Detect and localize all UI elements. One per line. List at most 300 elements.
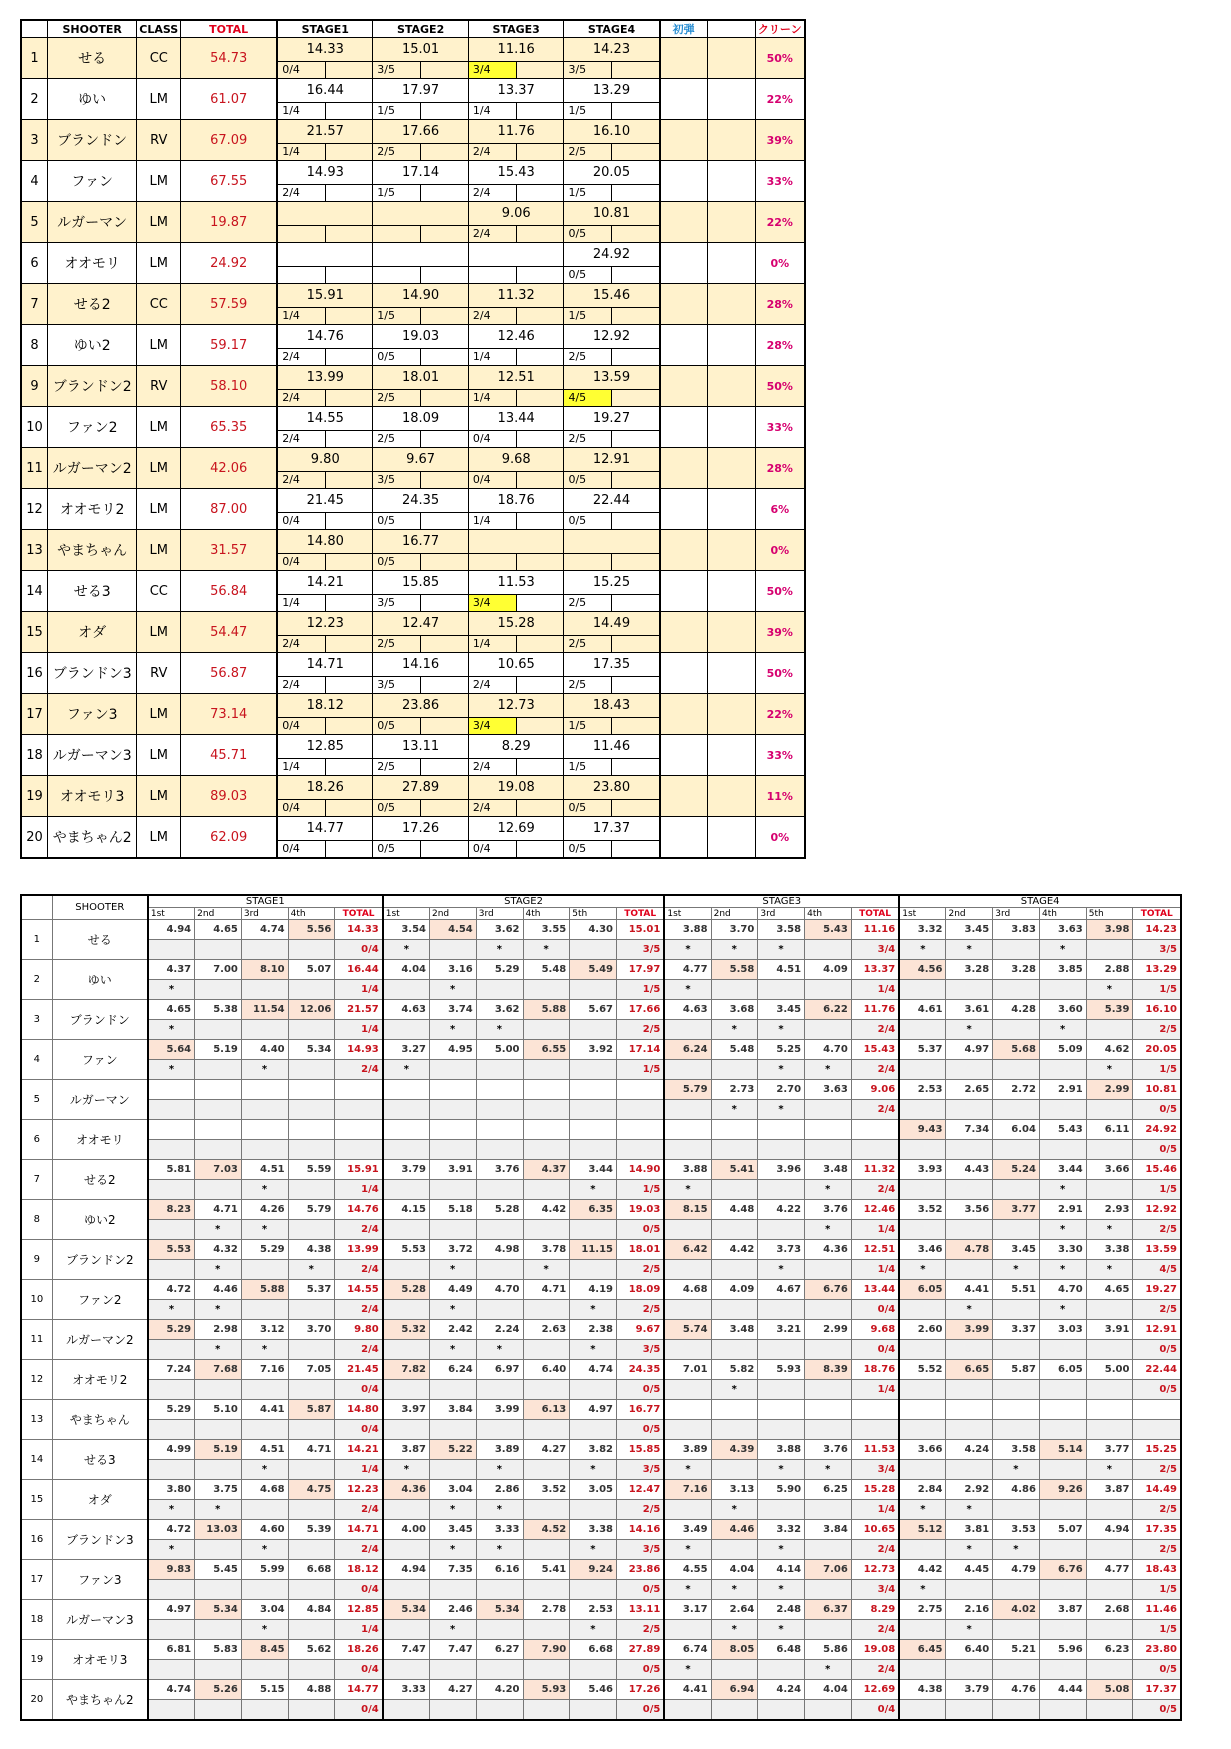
hit-mark [523,1700,570,1720]
detail-row-marks [21,1620,1181,1640]
detail-subheader-row [21,908,1181,920]
hit-blank [420,595,468,611]
hit-mark [430,1460,477,1480]
hit-mark [993,1500,1040,1520]
hit-mark [383,1020,430,1040]
total-cell: 54.73 [181,38,278,79]
stage-hit-ratio: 0/5 [617,1580,665,1600]
subheader-shot: 4th [1039,908,1086,920]
stage-hits [564,226,658,242]
stage-hit-ratio: 3/5 [1133,940,1181,960]
shot-time: 6.24 [430,1360,477,1380]
stage4-cell [564,489,660,530]
hit-mark: * [430,1300,477,1320]
hit-blank [420,472,468,488]
shot-time: 4.97 [946,1040,993,1060]
shot-time: 6.55 [523,1040,570,1060]
hit-mark [711,1540,758,1560]
stage-total-time: 14.55 [335,1280,383,1300]
shot-time: 11.15 [570,1240,617,1260]
stage-hits [373,513,468,529]
ranking-row [21,202,805,243]
hit-mark [805,980,852,1000]
shot-time: 4.04 [383,960,430,980]
hit-blank [420,431,468,447]
hit-mark [288,1300,335,1320]
stage1-cell [277,407,373,448]
shot-time: 4.27 [430,1680,477,1700]
hit-count: 0/5 [377,350,395,363]
stage-time: 13.11 [373,735,468,759]
detail-row-marks [21,1180,1181,1200]
shot-time: 4.71 [288,1440,335,1460]
hit-blank [325,308,373,324]
shot-time [758,1400,805,1420]
shot-time: 3.55 [523,920,570,940]
stage-hit-ratio: 2/5 [617,1260,665,1280]
rank-cell: 13 [21,530,47,571]
hit-mark: * [711,1500,758,1520]
hit-blank [611,718,659,734]
shot-time: 4.62 [1086,1040,1133,1060]
stage-total-time: 17.37 [1133,1680,1181,1700]
ranking-row [21,571,805,612]
detail-row-marks [21,1540,1181,1560]
hit-mark [476,1620,523,1640]
stage-hit-ratio: 0/4 [335,1700,383,1720]
hit-mark [288,1180,335,1200]
hit-mark [195,980,242,1000]
hit-mark: * [805,1180,852,1200]
stage-hits [564,267,658,283]
rank-cell: 16 [21,653,47,694]
subheader-total: TOTAL [617,908,665,920]
shot-time: 4.09 [711,1280,758,1300]
detail-row-times [21,1480,1181,1500]
blank-cell [707,243,755,284]
stage-hit-ratio [617,1100,665,1120]
class-cell: CC [137,571,181,612]
hit-blank [325,226,373,242]
stage-hits [373,349,468,365]
hit-mark [383,1500,430,1520]
hit-mark [241,1100,288,1120]
shot-time [664,1400,711,1420]
detail-row-marks [21,940,1181,960]
detail-rank: 8 [21,1200,52,1240]
stage-time: 14.23 [564,38,658,62]
stage-hits [469,390,564,406]
shot-time: 5.87 [993,1360,1040,1380]
shot-time: 2.70 [758,1080,805,1100]
stage-hit-ratio: 2/4 [335,1260,383,1280]
class-cell: LM [137,202,181,243]
hit-mark: * [570,1180,617,1200]
detail-row-times [21,1320,1181,1340]
stage2-cell [373,202,469,243]
shot-time: 4.68 [241,1480,288,1500]
hit-mark [476,1140,523,1160]
shot-time: 7.16 [664,1480,711,1500]
detail-rank: 3 [21,1000,52,1040]
shot-time [288,1080,335,1100]
stage-hit-ratio: 1/5 [1133,1180,1181,1200]
stage-total-time: 24.35 [617,1360,665,1380]
clean-pct: 39% [755,120,805,161]
hit-blank [516,841,564,857]
shot-time: 3.66 [1086,1160,1133,1180]
hit-blank [611,144,659,160]
hit-count: 3/4 [469,62,516,78]
stage-hits [469,636,564,652]
hit-mark: * [570,1540,617,1560]
shot-time: 3.62 [476,1000,523,1020]
shot-time: 5.15 [241,1680,288,1700]
stage2-cell [373,161,469,202]
shot-time [383,1080,430,1100]
shot-time: 3.72 [430,1240,477,1260]
shot-time: 4.38 [899,1680,946,1700]
stage-hit-ratio: 0/5 [617,1660,665,1680]
shot-time: 4.26 [241,1200,288,1220]
stage4-cell [564,284,660,325]
shot-time: 3.74 [430,1000,477,1020]
detail-shooter-name: ブランドン2 [52,1240,148,1280]
detail-row-marks [21,1500,1181,1520]
first-shot-cell [660,202,708,243]
hit-mark [711,1460,758,1480]
shooter-name: やまちゃん2 [47,817,136,859]
total-cell: 87.00 [181,489,278,530]
detail-header-rank [21,895,52,920]
shot-time: 13.03 [195,1520,242,1540]
stage-time: 16.44 [278,79,372,103]
detail-shooter-name: ファン [52,1040,148,1080]
shooter-name: ファン [47,161,136,202]
shot-time: 4.52 [523,1520,570,1540]
hit-mark [899,1340,946,1360]
hit-mark [1086,1380,1133,1400]
stage-time: 17.66 [373,120,468,144]
hit-mark [1039,1500,1086,1520]
hit-count [373,267,420,283]
hit-count: 2/4 [472,145,491,158]
shot-time: 3.85 [1039,960,1086,980]
stage1-cell [277,694,373,735]
stage-hit-ratio: 0/4 [335,1580,383,1600]
hit-mark [523,1660,570,1680]
shot-time: 3.33 [383,1680,430,1700]
detail-header-stage2: STAGE2 [383,895,665,908]
stage4-cell [564,571,660,612]
shooter-name: ブランドン [47,120,136,161]
shot-time: 4.24 [758,1680,805,1700]
stage-time: 19.27 [564,407,658,431]
stage-total-time: 19.03 [617,1200,665,1220]
hit-count [278,267,325,283]
shot-time: 3.87 [1086,1480,1133,1500]
stage-hits [278,513,372,529]
hit-mark [758,1140,805,1160]
stage-total-time: 15.01 [617,920,665,940]
hit-mark [148,1700,195,1720]
shot-time: 3.99 [946,1320,993,1340]
hit-mark [1039,1060,1086,1080]
shot-time: 4.70 [1039,1280,1086,1300]
hit-blank [325,718,373,734]
clean-pct: 28% [755,284,805,325]
stage-hits [278,144,372,160]
class-cell: LM [137,407,181,448]
shot-time: 4.94 [383,1560,430,1580]
hit-count: 2/5 [377,432,395,445]
stage-total-time: 23.86 [617,1560,665,1580]
stage-time: 14.80 [278,530,372,554]
hit-mark [805,1580,852,1600]
hit-mark [1039,1380,1086,1400]
stage-time: 17.97 [373,79,468,103]
ranking-row [21,694,805,735]
stage-hits [469,226,564,242]
hit-blank [420,144,468,160]
stage4-cell [564,694,660,735]
stage1-cell [277,612,373,653]
stage4-cell [564,120,660,161]
shot-time: 4.40 [241,1040,288,1060]
hit-mark [288,1220,335,1240]
detail-header-stage3: STAGE3 [664,895,899,908]
total-cell: 19.87 [181,202,278,243]
shot-time: 3.44 [570,1160,617,1180]
stage2-cell [373,407,469,448]
hit-mark: * [1039,1260,1086,1280]
shot-time: 4.36 [383,1480,430,1500]
hit-mark [899,980,946,1000]
hit-mark [570,1220,617,1240]
hit-blank [516,62,564,78]
hit-count: 0/4 [282,801,300,814]
stage-hit-ratio: 1/4 [851,1380,899,1400]
shot-time: 4.41 [241,1400,288,1420]
stage-hit-ratio: 0/4 [851,1340,899,1360]
stage-hits [278,841,372,857]
shot-time: 7.90 [523,1640,570,1660]
shot-time: 3.91 [1086,1320,1133,1340]
stage2-cell [373,120,469,161]
shot-time: 6.42 [664,1240,711,1260]
shot-time: 8.10 [241,960,288,980]
hit-mark [1039,1540,1086,1560]
stage4-cell [564,735,660,776]
hit-mark [899,1700,946,1720]
detail-row-marks [21,1060,1181,1080]
hit-count: 1/4 [472,350,491,363]
shot-time: 4.88 [288,1680,335,1700]
stage-time: 21.57 [278,120,372,144]
stage-hit-ratio: 3/5 [617,940,665,960]
hit-mark [570,1140,617,1160]
stage-hits [278,267,372,283]
stage-hits [469,513,564,529]
stage-hits [564,759,658,775]
shot-time: 4.02 [993,1600,1040,1620]
blank-cell [707,489,755,530]
stage-hits [469,800,564,816]
hit-count: 2/4 [282,678,300,691]
hit-mark [383,1300,430,1320]
shot-time: 2.63 [523,1320,570,1340]
hit-count [373,226,420,242]
hit-count: 2/5 [568,637,587,650]
hit-mark [899,1020,946,1040]
class-cell: LM [137,817,181,859]
shot-time: 5.86 [805,1640,852,1660]
stage4-cell [564,448,660,489]
hit-mark [993,1420,1040,1440]
shot-time: 5.09 [1039,1040,1086,1060]
hit-blank [420,513,468,529]
shot-time: 6.94 [711,1680,758,1700]
hit-blank [420,759,468,775]
stage3-cell [468,817,564,859]
shot-time: 5.29 [148,1400,195,1420]
shot-time: 4.42 [711,1240,758,1260]
stage-total-time [617,1080,665,1100]
stage-hits [373,841,468,857]
shot-time: 4.44 [1039,1680,1086,1700]
hit-blank [420,62,468,78]
shot-time: 4.65 [1086,1280,1133,1300]
detail-row-marks [21,1020,1181,1040]
rank-cell: 15 [21,612,47,653]
shot-time: 4.65 [195,920,242,940]
stage-total-time: 19.08 [851,1640,899,1660]
shot-time: 5.48 [711,1040,758,1060]
stage-hits [564,841,658,857]
detail-row-times [21,920,1181,940]
stage-time: 11.32 [469,284,564,308]
stage-hits [564,349,658,365]
shot-time: 5.34 [288,1040,335,1060]
shot-time: 3.38 [1086,1240,1133,1260]
subheader-total: TOTAL [851,908,899,920]
shot-time: 4.37 [148,960,195,980]
detail-rank: 16 [21,1520,52,1560]
hit-mark [148,1220,195,1240]
hit-mark [148,1180,195,1200]
stage-hit-ratio: 3/4 [851,1580,899,1600]
shot-time [383,1120,430,1140]
header-clean: クリーン [755,20,805,38]
stage2-cell [373,448,469,489]
hit-blank [516,144,564,160]
hit-mark [195,1140,242,1160]
hit-count: 1/4 [282,145,300,158]
hit-mark: * [899,1260,946,1280]
stage-hits [469,759,564,775]
first-shot-cell [660,530,708,571]
shooter-name: オダ [47,612,136,653]
stage-hit-ratio: 3/5 [617,1340,665,1360]
stage-hit-ratio: 1/4 [851,1260,899,1280]
rank-cell: 6 [21,243,47,284]
hit-mark [758,1420,805,1440]
total-cell: 56.87 [181,653,278,694]
stage-hit-ratio: 0/4 [851,1700,899,1720]
shot-time: 6.68 [288,1560,335,1580]
stage-hit-ratio: 2/5 [1133,1020,1181,1040]
hit-count: 0/4 [472,432,491,445]
shot-time: 5.46 [570,1680,617,1700]
shot-time: 4.68 [664,1280,711,1300]
clean-pct: 33% [755,735,805,776]
hit-mark: * [1039,940,1086,960]
hit-mark [570,1700,617,1720]
shot-time: 6.65 [946,1360,993,1380]
shot-time: 7.68 [195,1360,242,1380]
hit-mark: * [805,1460,852,1480]
hit-blank [611,636,659,652]
detail-row-times [21,1680,1181,1700]
hit-mark [523,1020,570,1040]
hit-count: 0/5 [377,719,395,732]
hit-mark [383,1540,430,1560]
rank-cell: 3 [21,120,47,161]
hit-mark: * [664,980,711,1000]
hit-mark [711,1660,758,1680]
hit-count: 2/4 [472,186,491,199]
clean-pct: 11% [755,776,805,817]
hit-mark [664,1020,711,1040]
stage-time: 14.90 [373,284,468,308]
hit-blank [516,513,564,529]
stage-time: 15.85 [373,571,468,595]
shot-time: 4.74 [241,920,288,940]
shot-time [805,1400,852,1420]
class-cell: LM [137,448,181,489]
stage-hit-ratio: 1/4 [335,1020,383,1040]
shooter-name: ファン3 [47,694,136,735]
shot-time: 5.52 [899,1360,946,1380]
stage-total-time: 18.12 [335,1560,383,1580]
hit-count: 1/5 [377,104,395,117]
hit-mark [899,1380,946,1400]
shot-time [195,1120,242,1140]
stage1-cell [277,776,373,817]
stage-hits [278,349,372,365]
shot-time: 4.46 [195,1280,242,1300]
shot-time: 3.32 [899,920,946,940]
stage-hits [373,62,468,78]
shot-time: 3.45 [758,1000,805,1020]
shot-time: 4.19 [570,1280,617,1300]
shot-time: 4.27 [523,1440,570,1460]
ranking-row [21,325,805,366]
shot-time: 3.32 [758,1520,805,1540]
stage-hits [469,841,564,857]
shot-time: 3.91 [430,1160,477,1180]
shot-time: 8.23 [148,1200,195,1220]
stage-time: 14.55 [278,407,372,431]
stage3-cell [468,571,564,612]
rank-cell: 2 [21,79,47,120]
stage-hit-ratio: 2/5 [1133,1500,1181,1520]
shot-time: 4.78 [946,1240,993,1260]
hit-mark [430,1220,477,1240]
stage-total-time: 14.71 [335,1520,383,1540]
shot-time: 2.24 [476,1320,523,1340]
stage-hits [564,554,658,570]
